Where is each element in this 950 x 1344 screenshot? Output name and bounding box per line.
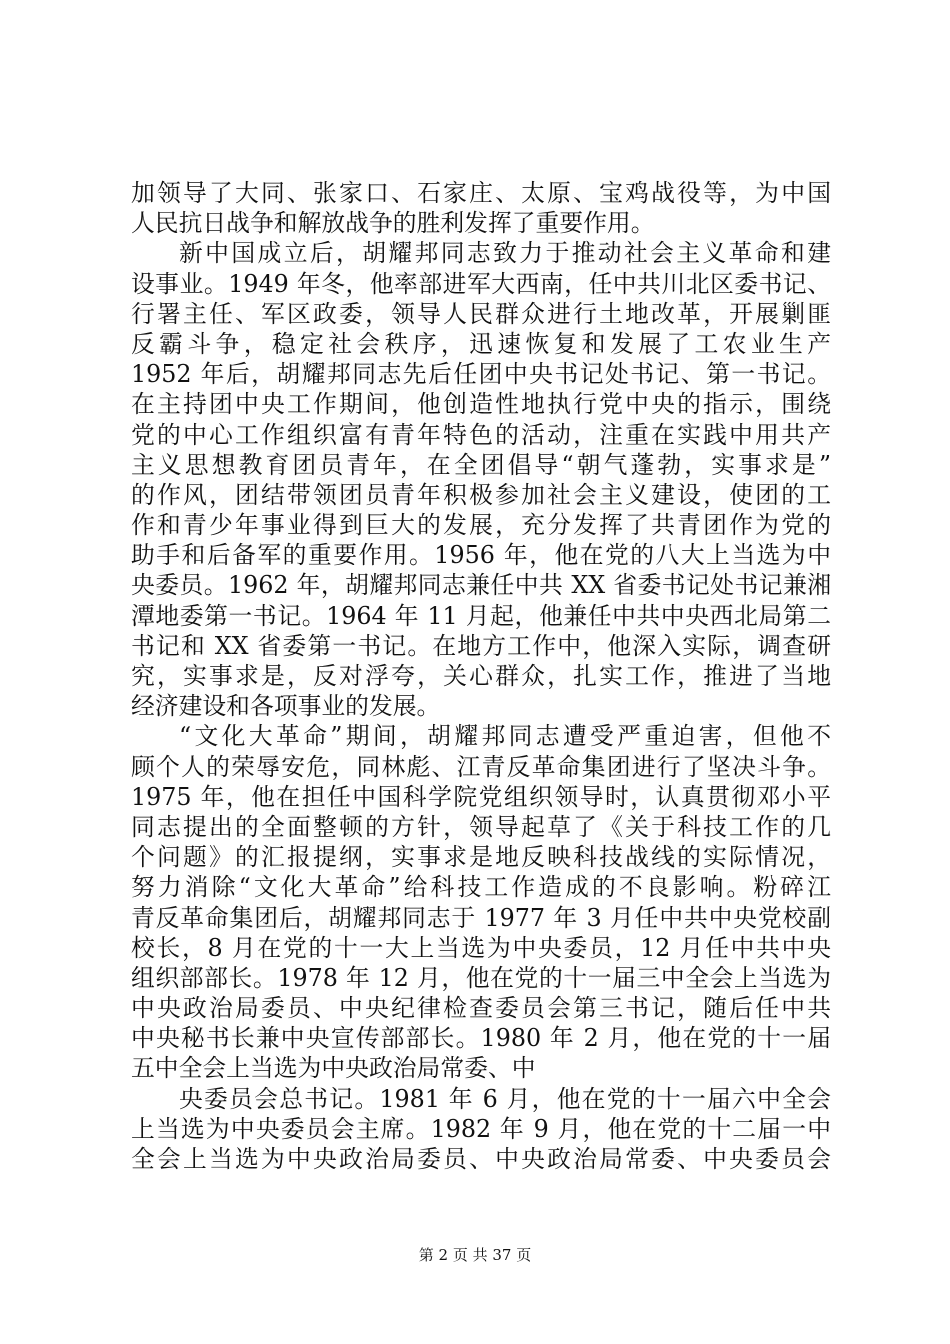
page-footer: 第 2 页 共 37 页 [418,1246,532,1264]
text-line: 主义思想教育团员青年，在全团倡导“朝气蓬勃，实事求是” [131,450,831,479]
text-line: 助手和后备军的重要作用。1956 年，他在党的八大上当选为中 [131,541,831,570]
text-line: 加领导了大同、张家口、石家庄、太原、宝鸡战役等，为中国 [131,179,831,207]
text-line: 同志提出的全面整顿的方针，领导起草了《关于科技工作的几 [131,812,831,841]
text-line: 校长，8 月在党的十一大上当选为中央委员，12 月任中共中央 [131,933,831,962]
text-line: 在主持团中央工作期间，他创造性地执行党中央的指示，围绕 [131,390,831,419]
text-line: 书记和 XX 省委第一书记。在地方工作中，他深入实际，调查研 [131,631,831,660]
text-line: 究，实事求是，反对浮夸，关心群众，扎实工作，推进了当地 [131,662,831,690]
text-line: 设事业。1949 年冬，他率部进军大西南，任中共川北区委书记、 [131,269,831,298]
text-line: 青反革命集团后，胡耀邦同志于 1977 年 3 月任中共中央党校副 [131,903,831,932]
text-line: 1975 年，他在担任中国科学院党组织领导时，认真贯彻邓小平 [131,782,831,811]
text-line: 组织部部长。1978 年 12 月，他在党的十一届三中全会上当选为 [131,963,831,992]
text-line: 中央秘书长兼中央宣传部部长。1980 年 2 月，他在党的十一届 [131,1024,831,1053]
text-line: 央委员会总书记。1981 年 6 月，他在党的十一届六中全会 [179,1084,831,1113]
text-line: 新中国成立后，胡耀邦同志致力于推动社会主义革命和建 [179,239,831,268]
text-line: 潭地委第一书记。1964 年 11 月起，他兼任中共中央西北局第二 [131,601,831,630]
text-line: 反霸斗争，稳定社会秩序，迅速恢复和发展了工农业生产 [131,329,831,358]
text-line: 1952 年后，胡耀邦同志先后任团中央书记处书记、第一书记。 [131,360,831,389]
text-line: 行署主任、军区政委，领导人民群众进行土地改革，开展剿匪 [131,299,831,328]
body-text [131,178,831,1174]
text-line: 中央政治局委员、中央纪律检查委员会第三书记，随后任中共 [131,994,831,1023]
text-line: 人民抗日战争和解放战争的胜利发挥了重要作用。 [131,209,655,238]
text-line: “文化大革命”期间，胡耀邦同志遭受严重迫害，但他不 [179,722,831,751]
text-line: 顾个人的荣辱安危，同林彪、江青反革命集团进行了坚决斗争。 [131,752,831,781]
text-line: 努力消除“文化大革命”给科技工作造成的不良影响。粉碎江 [131,873,831,902]
text-line: 个问题》的汇报提纲，实事求是地反映科技战线的实际情况， [131,843,831,872]
text-line: 全会上当选为中央政治局委员、中央政治局常委、中央委员会 [131,1145,831,1173]
text-line: 的作风，团结带领团员青年积极参加社会主义建设，使团的工 [131,480,831,509]
text-line: 党的中心工作组织富有青年特色的活动，注重在实践中用共产 [131,420,831,449]
text-line: 作和青少年事业得到巨大的发展，充分发挥了共青团作为党的 [131,511,831,540]
text-line: 五中全会上当选为中央政治局常委、中 [131,1054,536,1083]
text-line: 上当选为中央委员会主席。1982 年 9 月，他在党的十二届一中 [131,1114,831,1143]
text-line: 经济建设和各项事业的发展。 [131,692,441,721]
text-line: 央委员。1962 年，胡耀邦同志兼任中共 XX 省委书记处书记兼湘 [131,571,831,600]
